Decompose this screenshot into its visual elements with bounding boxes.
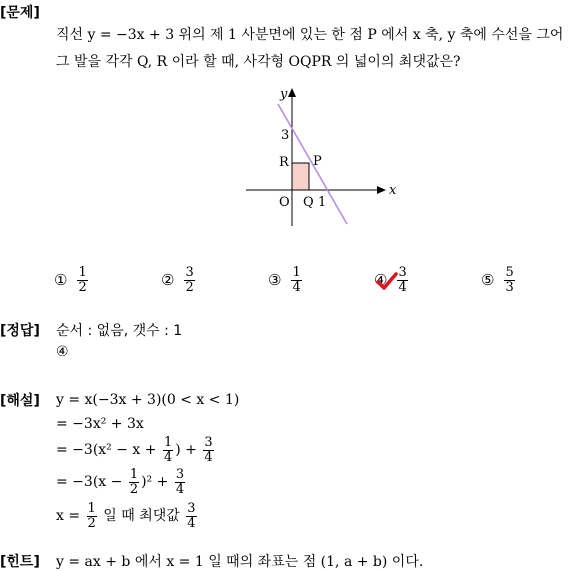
numerator: 3: [187, 501, 196, 516]
numerator: 3: [398, 265, 407, 280]
solution-line-2: = −3x² + 3x: [56, 416, 144, 432]
point-q-label: Q: [303, 195, 314, 210]
problem-line-1: 직선 y = −3x + 3 위의 제 1 사분면에 있는 한 점 P 에서 x 축, y 축에 수선을 그어: [56, 27, 564, 43]
denominator: 4: [204, 449, 213, 465]
hint-text: y = ax + b 에서 x = 1 일 때의 좌표는 점 (1, a + b) 이다.: [56, 554, 424, 570]
fraction: [163, 436, 173, 464]
point-p-label: P: [313, 154, 322, 169]
denominator: 4: [398, 279, 407, 295]
x-intercept-label: 1: [318, 195, 327, 210]
x-axis-label: x: [389, 183, 397, 198]
expr-text: 일 때 최댓값: [98, 508, 185, 525]
numerator: 1: [163, 435, 173, 450]
answer-line-2: ④: [56, 344, 69, 360]
solution-line-3: [56, 436, 216, 464]
answer-line-1: 순서 : 없음, 갯수 : 1: [56, 323, 183, 339]
choice-1[interactable]: [54, 266, 90, 294]
solution-line-1: y = x(−3x + 3)(0 < x < 1): [56, 392, 240, 408]
hint-tag: [힌트]: [0, 554, 40, 570]
fraction: [175, 468, 185, 496]
shaded-rectangle: [292, 163, 309, 190]
y-axis-arrow: [288, 88, 296, 97]
expr-text: = −3(x −: [56, 474, 127, 491]
numerator: 1: [78, 265, 87, 280]
denominator: 2: [87, 515, 96, 531]
choice-4-fraction: [397, 266, 407, 294]
solution-tag: [해설]: [0, 393, 40, 409]
numerator: 1: [87, 501, 96, 516]
expr-text: ) +: [175, 442, 202, 459]
point-r-label: R: [279, 155, 289, 170]
y-axis-label: y: [280, 87, 288, 102]
denominator: 4: [163, 449, 173, 465]
x-axis-arrow: [377, 186, 386, 194]
denominator: 3: [505, 279, 514, 295]
fraction: [129, 468, 139, 496]
solution-line-5: [56, 502, 199, 530]
numerator: 3: [204, 435, 213, 450]
checkmark-icon: [376, 272, 398, 290]
origin-label: O: [279, 195, 290, 210]
denominator: 4: [292, 279, 301, 295]
denominator: 4: [175, 481, 185, 497]
answer-tag: [정답]: [0, 323, 40, 339]
numerator: 1: [292, 265, 301, 280]
choice-3[interactable]: [268, 266, 304, 294]
problem-tag: [문제]: [0, 5, 40, 21]
choice-1-number: ①: [54, 271, 68, 290]
problem-line-2: 그 발을 각각 Q, R 이라 할 때, 사각형 OQPR 의 넓이의 최댓값은?: [56, 54, 461, 70]
expr-text: x =: [56, 508, 85, 525]
denominator: 2: [185, 279, 194, 295]
denominator: 4: [187, 515, 196, 531]
choice-3-number: ③: [268, 271, 282, 290]
numerator: 1: [129, 467, 139, 482]
expr-text: = −3(x² − x +: [56, 442, 161, 459]
choice-5[interactable]: [481, 266, 517, 294]
fraction: [203, 436, 213, 464]
expr-text: )² +: [141, 474, 173, 491]
numerator: 5: [505, 265, 514, 280]
y-intercept-label: 3: [281, 128, 290, 143]
choice-2-fraction: [184, 266, 194, 294]
solution-line-4: [56, 468, 187, 496]
choice-5-number: ⑤: [481, 271, 495, 290]
denominator: 2: [129, 481, 139, 497]
choice-4-number: ④: [374, 271, 388, 290]
denominator: 2: [78, 279, 87, 295]
numerator: 3: [175, 467, 185, 482]
choice-5-fraction: [504, 266, 514, 294]
fraction: [87, 502, 97, 530]
coordinate-graph: [240, 84, 400, 234]
choice-1-fraction: [77, 266, 87, 294]
numerator: 3: [185, 265, 194, 280]
choice-3-fraction: [291, 266, 301, 294]
choice-2-number: ②: [161, 271, 175, 290]
fraction: [186, 502, 196, 530]
choice-2[interactable]: [161, 266, 197, 294]
